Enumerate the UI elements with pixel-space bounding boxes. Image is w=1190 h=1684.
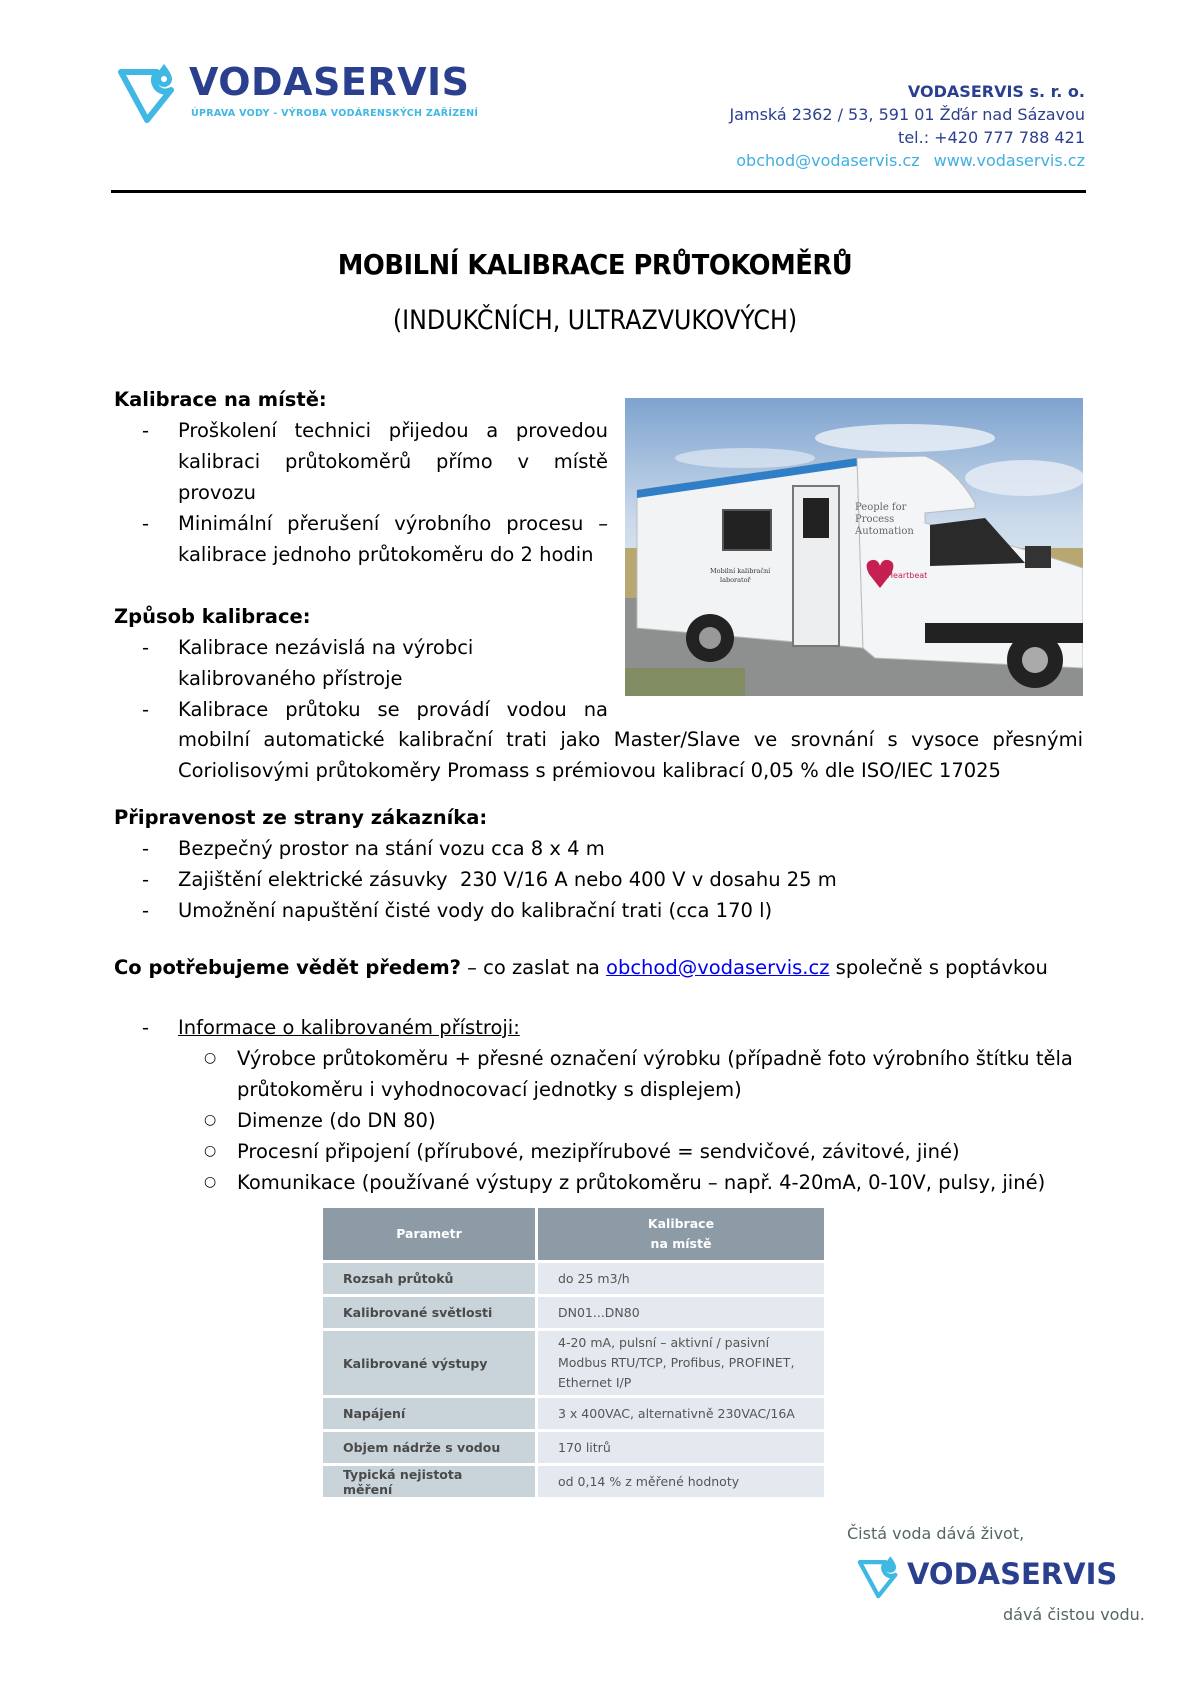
table-row: Kalibrované výstupy 4-20 mA, pulsní – aktivní / pasivní Modbus RTU/TCP, Profibus, PROFINET, Ethernet I/P <box>323 1331 824 1395</box>
section-heading: Co potřebujeme vědět předem? <box>114 956 461 979</box>
water-drop-triangle-icon <box>117 62 179 124</box>
list-item: - Kalibrace nezávislá na výrobci kalibrovaného přístroje <box>114 632 608 694</box>
footer-logo-wordmark: VODASERVIS <box>907 1557 1118 1591</box>
svg-text:People for: People for <box>855 502 907 513</box>
list-item: - Bezpečný prostor na stání vozu cca 8 x 4 m <box>114 833 1074 864</box>
page-title: MOBILNÍ KALIBRACE PRŮTOKOMĚRŮ <box>337 248 853 281</box>
company-address: Jamská 2362 / 53, 591 01 Žďár nad Sázavou <box>729 105 1085 124</box>
header-divider <box>111 190 1086 193</box>
footer-slogan-bottom: dává čistou vodu. <box>1003 1605 1145 1624</box>
logo-tagline: ÚPRAVA VODY - VÝROBA VODÁRENSKÝCH ZAŘÍZENÍ <box>191 108 479 119</box>
company-logo <box>117 58 482 128</box>
list-item: - Minimální přerušení výrobního procesu – kalibrace jednoho průtokoměru do 2 hodin <box>114 508 608 570</box>
section-heading: Způsob kalibrace: <box>114 605 311 628</box>
header-email-link[interactable]: obchod@vodaservis.cz <box>736 151 920 170</box>
svg-text:Heartbeat: Heartbeat <box>887 571 928 580</box>
spec-table <box>320 1205 827 1500</box>
sub-list-item: ○ Výrobce průtokoměru + přesné označení výrobku (případně foto výrobního štítku těla průtokoměru i vyhodnocovací jednotky s displejem) <box>114 1043 1089 1105</box>
column-header-kalibrace: Kalibrace na místě <box>538 1208 824 1260</box>
footer-slogan-top: Čistá voda dává život, <box>847 1524 1025 1543</box>
circle-bullet-icon: ○ <box>204 1143 217 1159</box>
water-drop-triangle-icon <box>857 1555 901 1599</box>
section-readiness <box>114 802 1074 926</box>
company-phone: tel.: +420 777 788 421 <box>898 128 1085 147</box>
section-onsite <box>114 384 608 570</box>
circle-bullet-icon: ○ <box>204 1174 217 1190</box>
method-item-continuation: mobilní automatické kalibrační trati jako Master/Slave ve srovnání s vysoce přesnými Coriolisovými průtokoměry Promass s prémiovou kalibrací 0,05 % dle ISO/IEC 17025 <box>178 728 1083 782</box>
company-name: VODASERVIS s. r. o. <box>907 82 1085 101</box>
needs-email-link[interactable]: obchod@vodaservis.cz <box>606 956 830 979</box>
dash-bullet: - <box>142 899 150 922</box>
dash-bullet: - <box>142 837 150 860</box>
sub-list-item: ○ Procesní připojení (přírubové, mezipřírubové = sendvičové, závitové, jiné) <box>114 1136 1089 1167</box>
svg-text:laboratoř: laboratoř <box>720 576 751 584</box>
svg-text:Mobilní kalibrační: Mobilní kalibrační <box>710 567 771 575</box>
table-row: Objem nádrže s vodou 170 litrů <box>323 1432 824 1463</box>
footer-logo <box>857 1555 1117 1610</box>
list-item: - Umožnění napuštění čisté vody do kalibrační trati (cca 170 l) <box>114 895 1074 926</box>
list-item: - Zajištění elektrické zásuvky 230 V/16 A nebo 400 V v dosahu 25 m <box>114 864 1074 895</box>
list-title: Informace o kalibrovaném přístroji: <box>178 1016 520 1039</box>
page-subtitle: (INDUKČNÍCH, ULTRAZVUKOVÝCH) <box>392 305 798 336</box>
sub-list-item: ○ Dimenze (do DN 80) <box>114 1105 1089 1136</box>
table-row: Napájení 3 x 400VAC, alternativně 230VAC/16A <box>323 1398 824 1429</box>
circle-bullet-icon: ○ <box>204 1050 217 1066</box>
dash-bullet: - <box>142 868 150 891</box>
mobile-lab-van-photo <box>625 398 1083 696</box>
contact-block <box>729 80 1085 172</box>
logo-wordmark: VODASERVIS <box>189 60 470 104</box>
section-heading: Připravenost ze strany zákazníka: <box>114 806 488 829</box>
dash-bullet: - <box>142 419 150 442</box>
dash-bullet: - <box>142 1016 150 1039</box>
header-website-link[interactable]: www.vodaservis.cz <box>933 151 1085 170</box>
list-item: - Kalibrace průtoku se provádí vodou na <box>114 694 608 725</box>
table-row: Kalibrované světlosti DN01...DN80 <box>323 1297 824 1328</box>
list-item <box>114 1012 1089 1043</box>
dash-bullet: - <box>142 512 150 535</box>
dash-bullet: - <box>142 698 150 721</box>
sub-list-item: ○ Komunikace (používané výstupy z průtokoměru – např. 4-20mA, 0-10V, pulsy, jiné) <box>114 1167 1089 1198</box>
section-method <box>114 601 608 725</box>
svg-text:Process: Process <box>855 514 895 525</box>
table-row: Rozsah průtoků do 25 m3/h <box>323 1263 824 1294</box>
table-row: Typická nejistota měření od 0,14 % z měřené hodnoty <box>323 1466 824 1497</box>
circle-bullet-icon: ○ <box>204 1112 217 1128</box>
dash-bullet: - <box>142 636 150 659</box>
column-header-parametr: Parametr <box>323 1208 535 1260</box>
section-needs: Co potřebujeme vědět předem? – co zaslat na obchod@vodaservis.cz společně s poptávkou - Informace o kalibrovaném přístroji: ○ Výrobce průtokoměru + přesné označení výrobku (případně foto výrobního štítku těla průtokoměru i vyhodnocovací jednotky s displejem) ○ Dimenze (do DN 80) ○ Procesní připojení (přírubové, mezipřírubové = sendvičové, závitové, jiné) ○ Komunikace (používané výstupy z průtokoměru – např. 4-20mA, 0-10V, pulsy, jiné) <box>114 952 1089 1198</box>
svg-text:Automation: Automation <box>855 526 914 537</box>
section-heading: Kalibrace na místě: <box>114 388 327 411</box>
list-item: - Proškolení technici přijedou a provedou kalibraci průtokoměrů přímo v místě provozu <box>114 415 608 508</box>
